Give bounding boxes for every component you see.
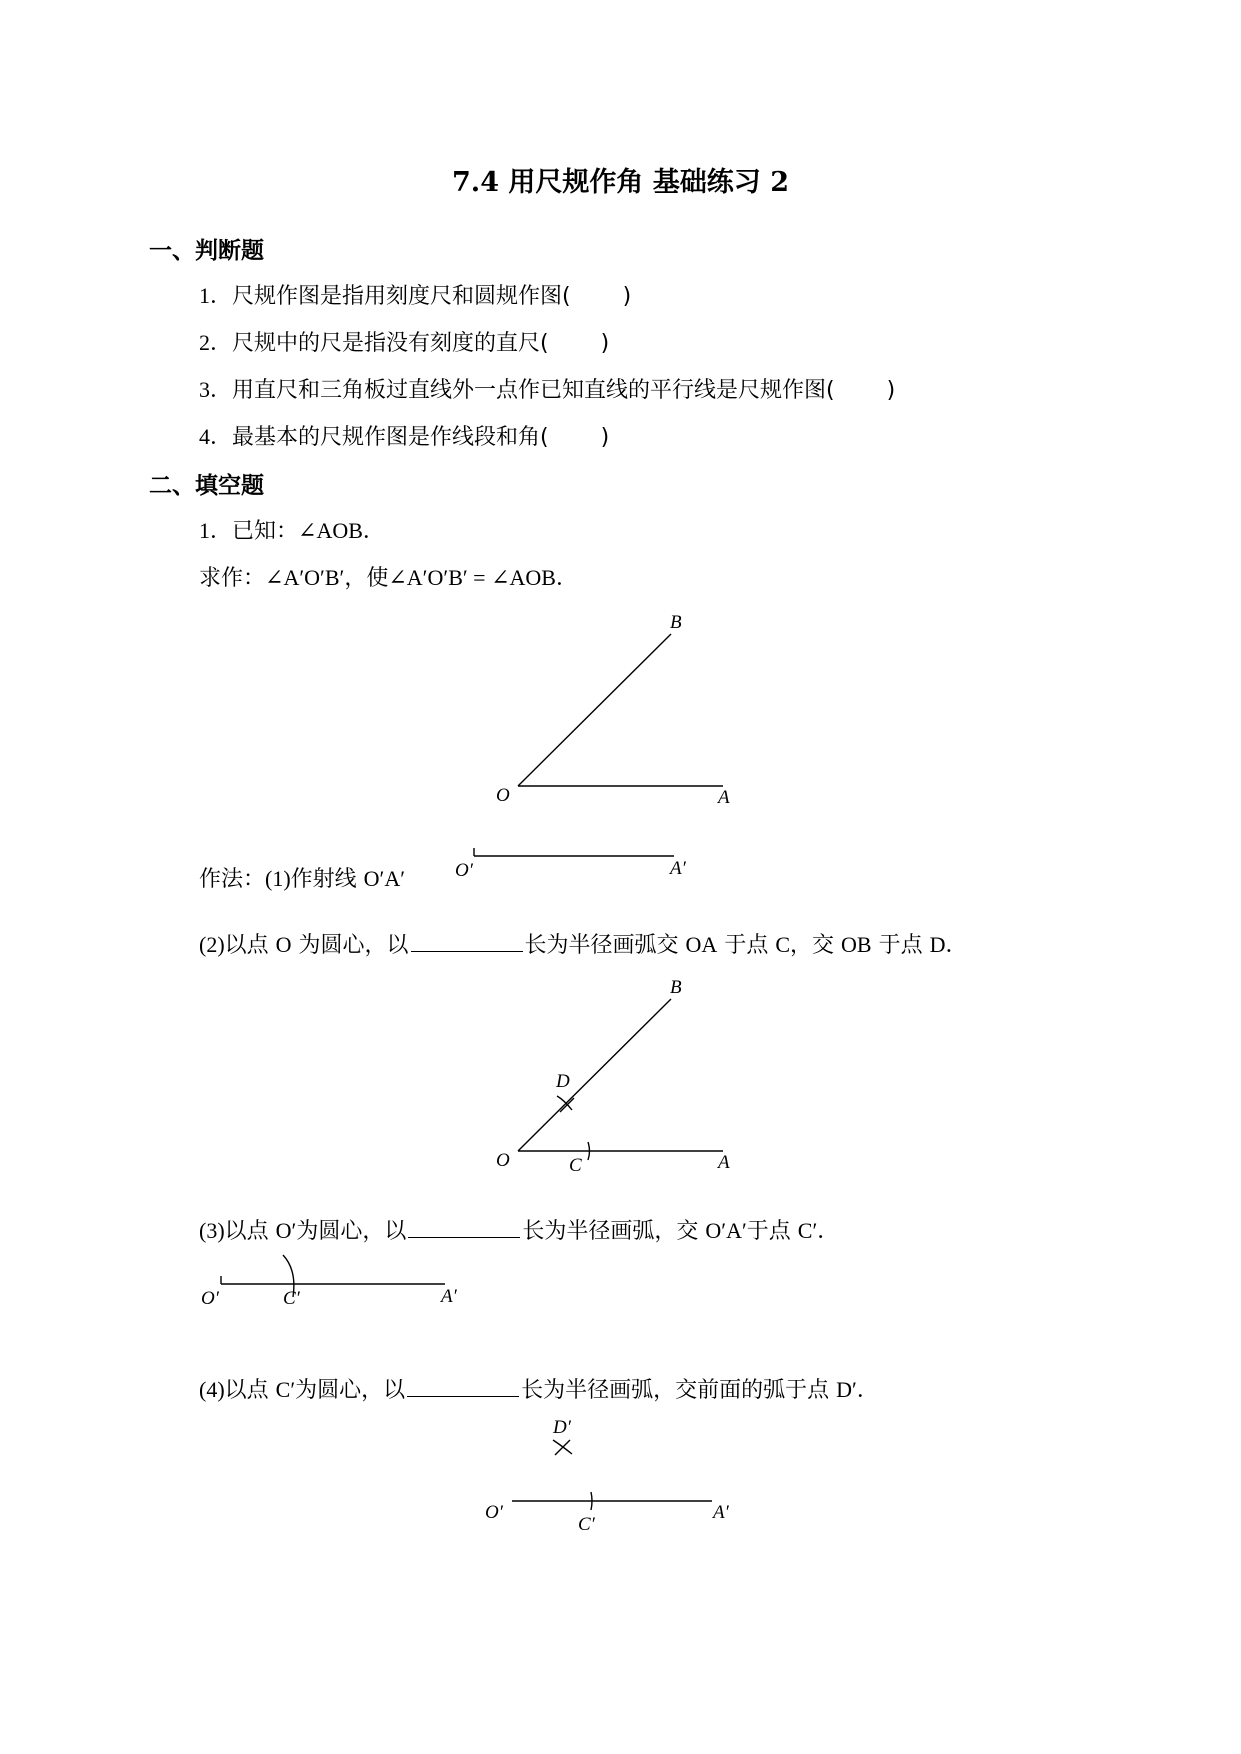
step-text: 于点 [717,933,776,958]
step-number: (4) [199,1377,225,1402]
step-text: 于点 [871,933,930,958]
close-paren: ) [600,331,610,356]
step-text: 以点 [224,1219,276,1244]
method-label: 作法： [199,867,266,892]
step-number: (1) [265,866,291,891]
label-c: C [569,1155,582,1176]
label-o-prime: O′ [455,860,473,881]
point-name: OA [685,932,718,957]
item-text: 尺规中的尺是指没有刻度的直尺( [232,331,549,356]
point-name: O′ [275,1218,297,1243]
step-text: 长为半径画弧，交 [522,1219,706,1244]
label-a-prime: A′ [670,858,686,879]
item-number: 1． [199,283,233,308]
step-text: 为圆心，以 [291,933,409,958]
section-heading-judge: 一、判断题 [149,238,264,264]
close-paren: ) [886,378,896,403]
point-name: D． [929,932,968,957]
point-name: O′A′ [705,1218,747,1243]
label-c-prime: C′ [578,1514,595,1535]
point-name: C′ [275,1377,296,1402]
label-a-prime: A′ [441,1286,457,1307]
label-o: O [496,1150,510,1171]
label-a: A [718,1152,730,1173]
step-text: 为圆心，以 [296,1219,407,1244]
step-text: 长为半径画弧，交前面的弧于点 [521,1378,837,1403]
task-angle: ∠A′O′B′ [265,565,345,590]
item-text: 尺规作图是指用刻度尺和圆规作图( [232,284,571,309]
task-equation: ∠A′O′B′ = ∠AOB． [388,565,578,590]
known-angle: ∠AOB． [298,518,385,543]
point-name: O [275,932,292,957]
page-title: 7.4 用尺规作角 基础练习 2 [452,167,789,198]
step-text: 以点 [224,933,276,958]
label-o: O [496,785,510,806]
step-text: 以点 [224,1378,276,1403]
point-name: C′． [797,1218,840,1243]
task-connector: ，使 [344,566,389,591]
ray-name: O′A′ [363,866,406,891]
label-a: A [718,787,730,808]
step-text: 作射线 [290,867,364,892]
item-number: 2． [199,330,233,355]
label-d-prime: D′ [553,1417,571,1438]
arc-mark-d-prime [553,1440,572,1455]
step-text: 于点 [746,1219,798,1244]
point-name: OB [841,932,872,957]
label-b: B [670,977,682,998]
close-paren: ) [600,425,610,450]
step-text: ，交 [790,933,842,958]
item-text: 用直尺和三角板过直线外一点作已知直线的平行线是尺规作图( [232,378,835,403]
item-number: 3． [199,377,233,402]
close-paren: ) [622,284,632,309]
point-name: D′． [836,1377,879,1402]
label-a-prime: A′ [713,1502,729,1523]
label-c-prime: C′ [283,1288,300,1309]
label-d: D [556,1071,570,1092]
step-text: 长为半径画弧交 [524,933,686,958]
point-name: C [775,932,791,957]
item-text: 最基本的尺规作图是作线段和角( [232,425,549,450]
label-o-prime: O′ [201,1288,219,1309]
label-o-prime: O′ [485,1502,503,1523]
task-label: 求作： [199,566,266,591]
step-number: (3) [199,1218,225,1243]
section-heading-fill: 二、填空题 [149,473,264,499]
step-number: (2) [199,932,225,957]
item-number: 4． [199,424,233,449]
step-text: 为圆心，以 [295,1378,406,1403]
known-label: 已知： [232,519,299,544]
item-number: 1． [199,518,233,543]
label-b: B [670,612,682,633]
